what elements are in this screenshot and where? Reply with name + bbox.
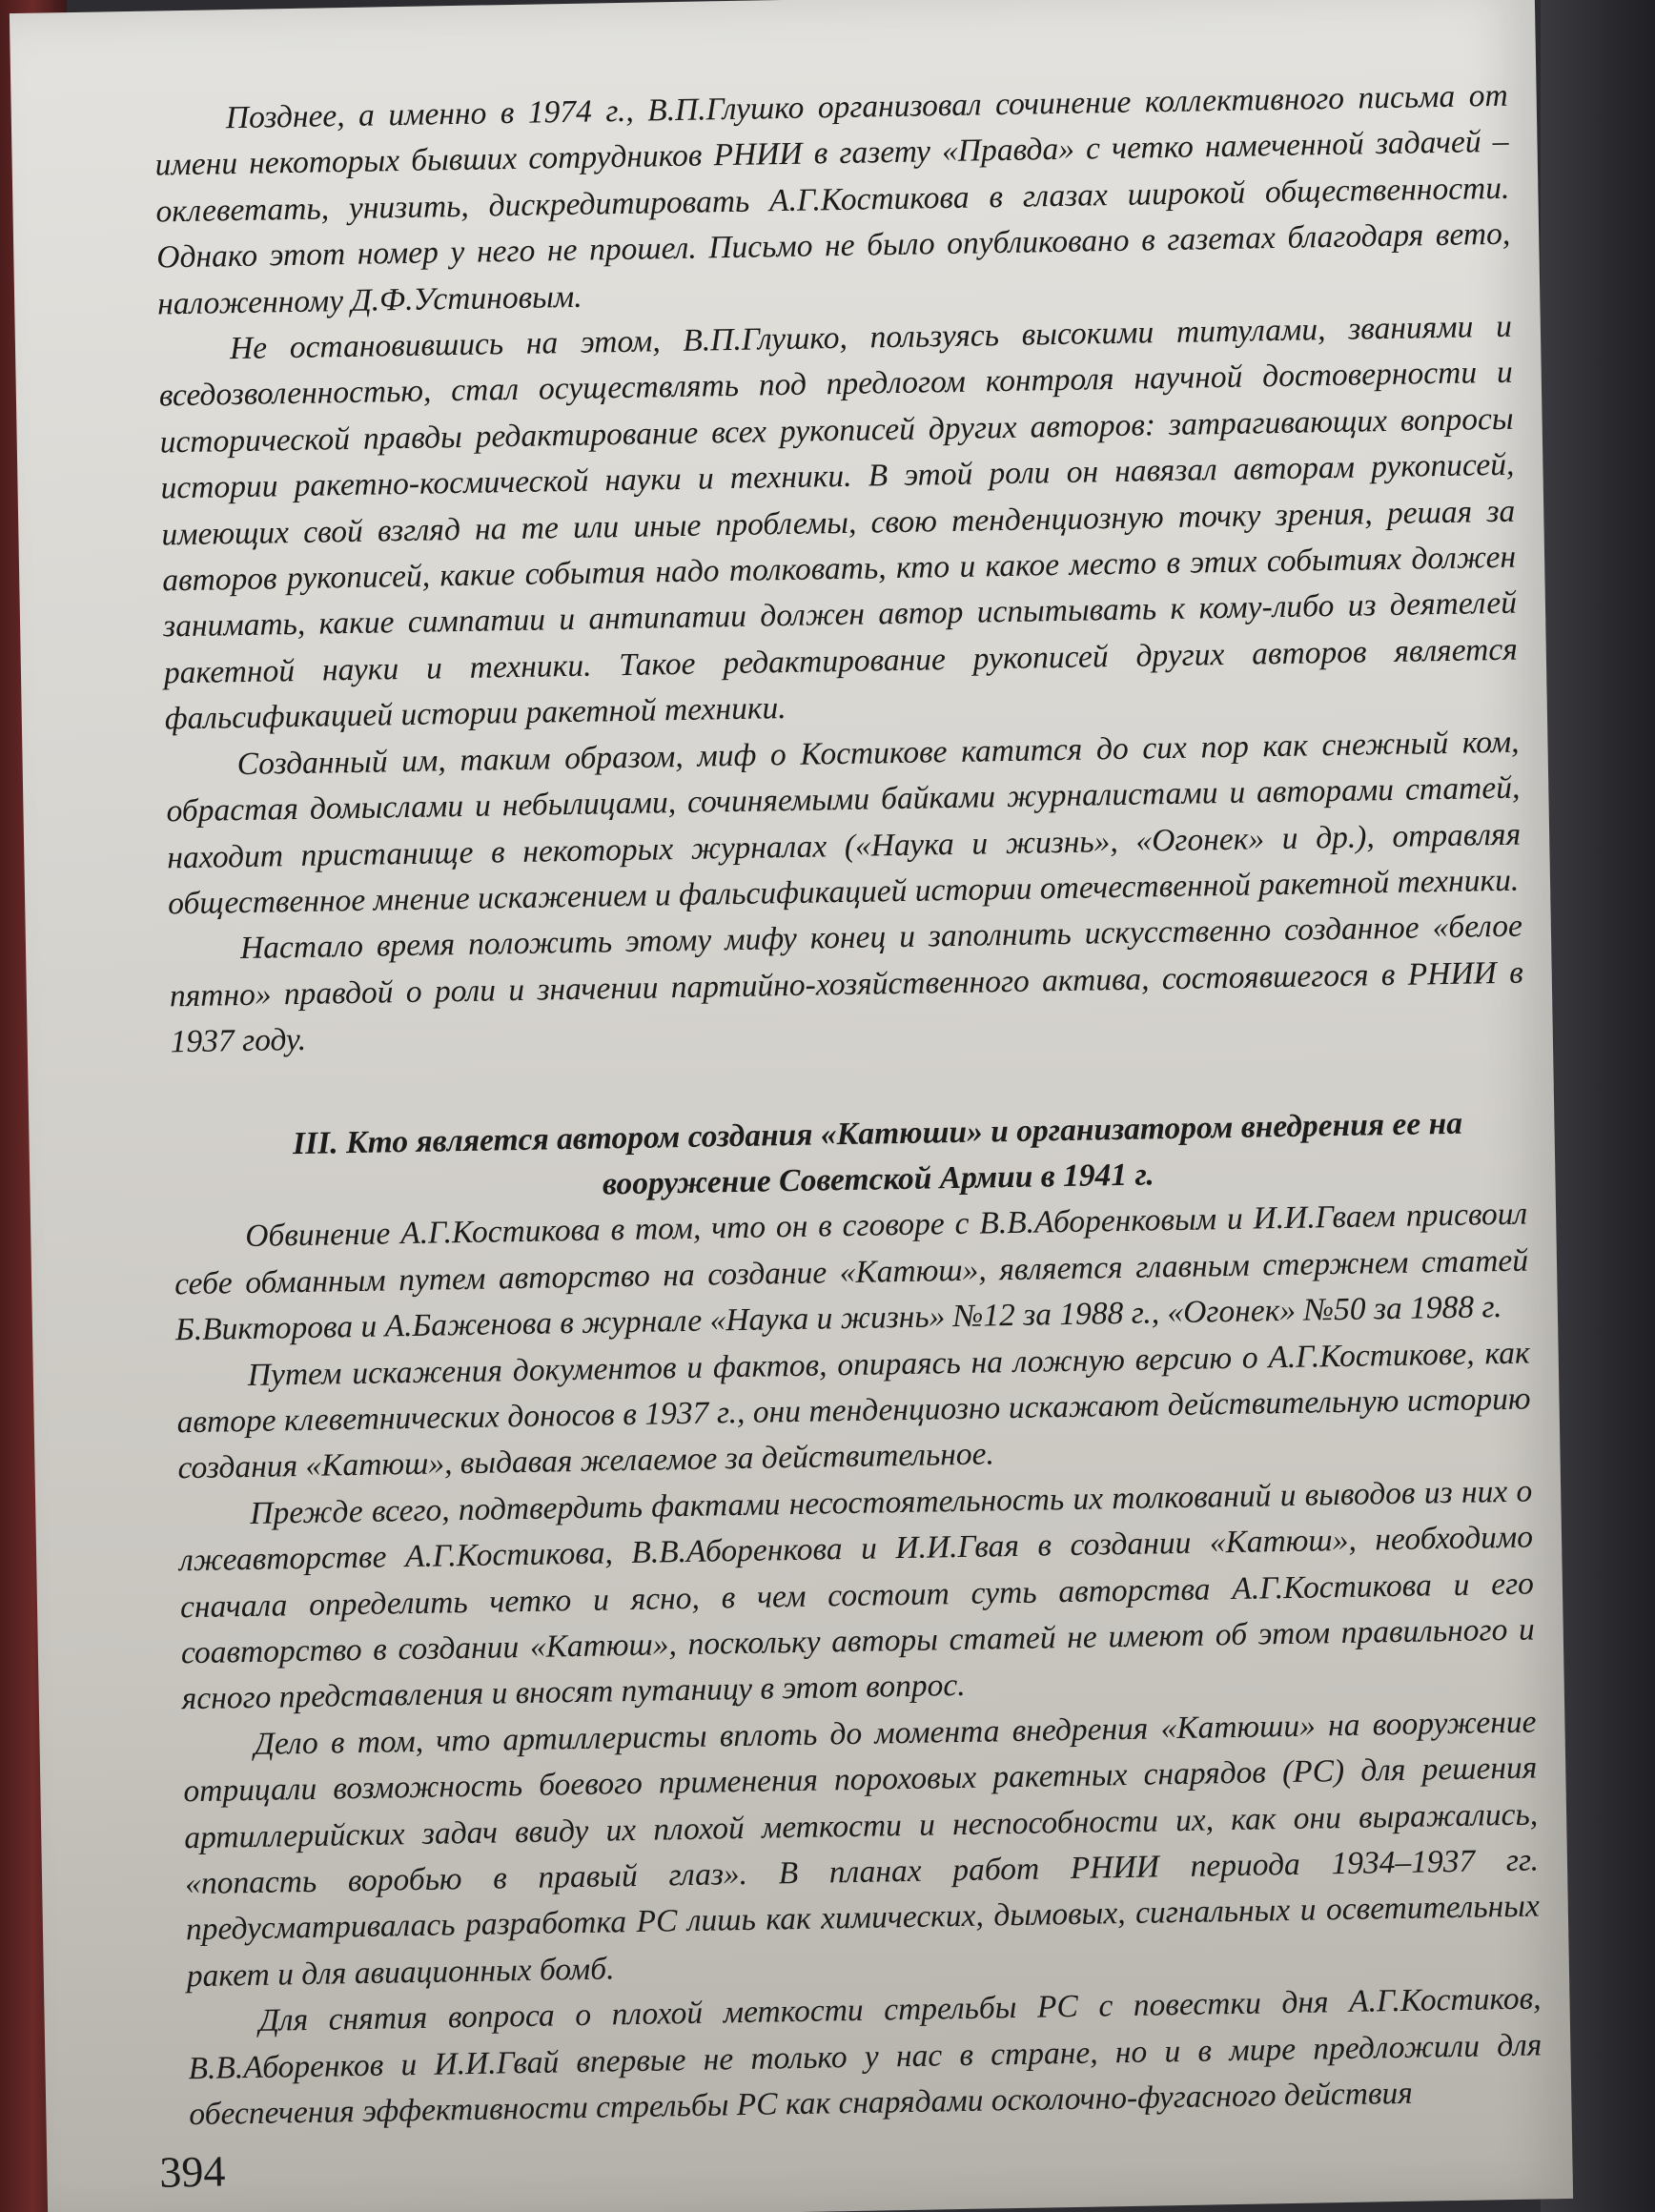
- book-page: [10, 0, 1573, 2212]
- paragraph: Не остановившись на этом, В.П.Глушко, пользуясь высокими титулами, званиями и вседозволенностью, стал осуществлять под предлогом контроля научной достоверности и исторической правды редактирование всех рукописей других авторов: затрагивающих вопросы истории ракетно-космической науки и техники. В этой роли он навязал авторам рукописей, имеющих свой взгляд на те или иные проблемы, свою тенденциозную точку зрения, решая за авторов рукописей, какие события надо толковать, кто и какое место в этих событиях должен занимать, какие симпатии и антипатии должен автор испытывать к кому-либо из деятелей ракетной науки и техники. Такое редактирование рукописей других авторов является фальсификацией истории ракетной техники.: [158, 308, 1519, 737]
- paragraph: Для снятия вопроса о плохой меткости стрельбы РС с повестки дня А.Г.Костиков, В.В.Аборенков и И.И.Гвай впервые не только у нас в стране, но и в мире предложили для обеспечения эффективности стрельбы РС как снарядами осколочно-фугасного действия: [188, 1980, 1543, 2133]
- paragraph: Созданный им, таким образом, миф о Костикове катится до сих пор как снежный ком, обрастая домыслами и небылицами, сочиняемыми байками журналистами и авторами статей, находит пристанище в некоторых журналах («Наука и жизнь», «Огонек» и др.), отравляя общественное мнение искажением и фальсификацией истории отечественной ракетной техники.: [166, 724, 1522, 922]
- page-number: 394: [158, 2146, 226, 2197]
- paragraph: Путем искажения документов и фактов, опираясь на ложную версию о А.Г.Костикове, как авторе клеветнических доносов в 1937 г., они тенденциозно искажают действительную историю создания «Катюш», выдавая желаемое за действительное.: [176, 1335, 1531, 1486]
- section-heading-line: вооружение Советской Армии в 1941 г.: [602, 1157, 1155, 1202]
- paragraph: Прежде всего, подтвердить фактами несостоятельность их толкований и выводов из них о лжеавторстве А.Г.Костикова, В.В.Аборенкова и И.И.Гвая в создании «Катюш», необходимо сначала определить четко и ясно, в чем состоит суть авторства А.Г.Костикова и его соавторство в создании «Катюш», поскольку авторы статей не имеют об этом правильного и ясного представления и вносят путаницу в этот вопрос.: [178, 1473, 1536, 1717]
- section-heading-line: III. Кто является автором создания «Катюши» и организатором внедрения ее на: [292, 1105, 1463, 1161]
- page-text: [153, 73, 1543, 2139]
- paragraph: Позднее, а именно в 1974 г., В.П.Глушко организовал сочинение коллективного письма от имени некоторых бывших сотрудников РНИИ в газету «Правда» с четко намеченной задачей – оклеветать, унизить, дискредитировать А.Г.Костикова в глазах широкой общественности. Однако этот номер у него не прошел. Письмо не было опубликовано в газетах благодаря вето, наложенному Д.Ф.Устиновым.: [154, 77, 1511, 322]
- paragraph: Настало время положить этому мифу конец и заполнить искусственно созданное «белое пятно» правдой о роли и значении партийно-хозяйственного актива, состоявшегося в РНИИ в 1937 году.: [169, 908, 1523, 1060]
- paragraph: Обвинение А.Г.Костикова в том, что он в сговоре с В.В.Аборенковым и И.И.Гваем присвоил себе обманным путем авторство на создание «Катюш», является главным стержнем статей Б.Викторова и А.Баженова в журнале «Наука и жизнь» №12 за 1988 г., «Огонек» №50 за 1988 г.: [174, 1196, 1529, 1348]
- paragraph: Дело в том, что артиллеристы вплоть до момента внедрения «Катюши» на вооружение отрицали возможность боевого применения пороховых ракетных снарядов (РС) для решения артиллерийских задач ввиду их плохой меткости и неспособности их, как они выражались, «попасть воробью в правый глаз». В планах работ РНИИ периода 1934–1937 гг. предусматривалась разработка РС лишь как химических, дымовых, сигнальных и осветительных ракет и для авиационных бомб.: [183, 1704, 1541, 1995]
